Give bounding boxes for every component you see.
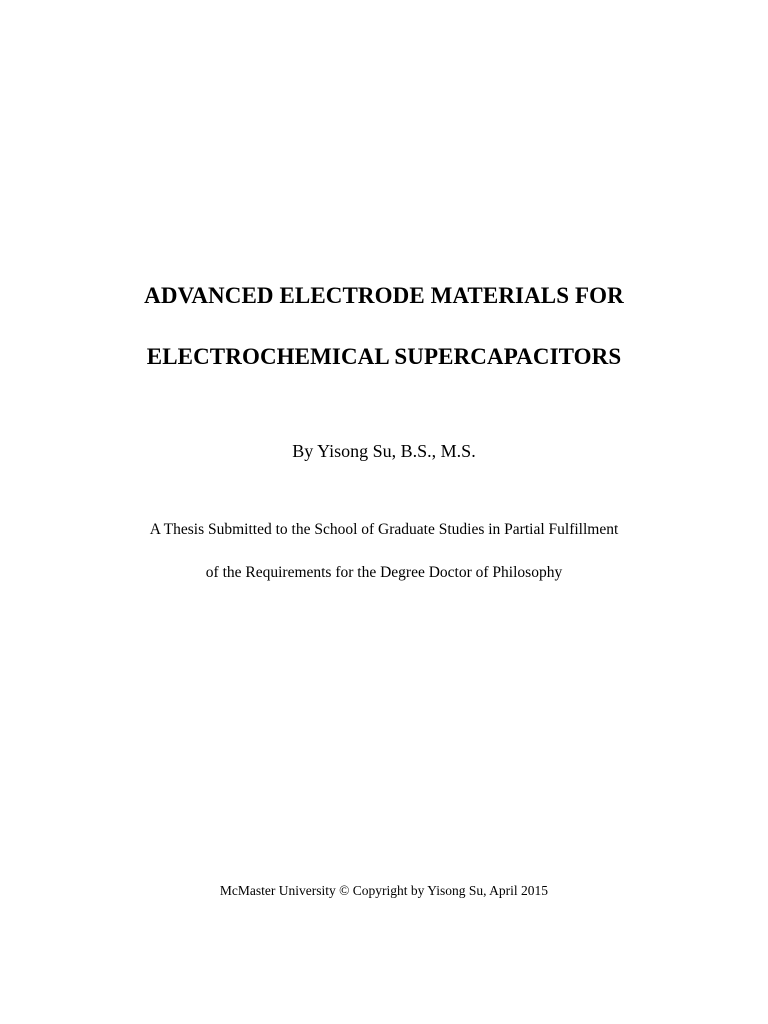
copyright-line: McMaster University © Copyright by Yisong Su, April 2015	[219, 883, 549, 898]
thesis-title-line-1: ADVANCED ELECTRODE MATERIALS FOR	[144, 283, 624, 308]
thesis-title-line-2: ELECTROCHEMICAL SUPERCAPACITORS	[146, 344, 622, 369]
submission-statement-line-2: of the Requirements for the Degree Doctor of Philosophy	[205, 564, 563, 581]
author-line: By Yisong Su, B.S., M.S.	[292, 441, 476, 461]
submission-statement-line-1: A Thesis Submitted to the School of Graduate Studies in Partial Fulfillment	[149, 521, 619, 538]
